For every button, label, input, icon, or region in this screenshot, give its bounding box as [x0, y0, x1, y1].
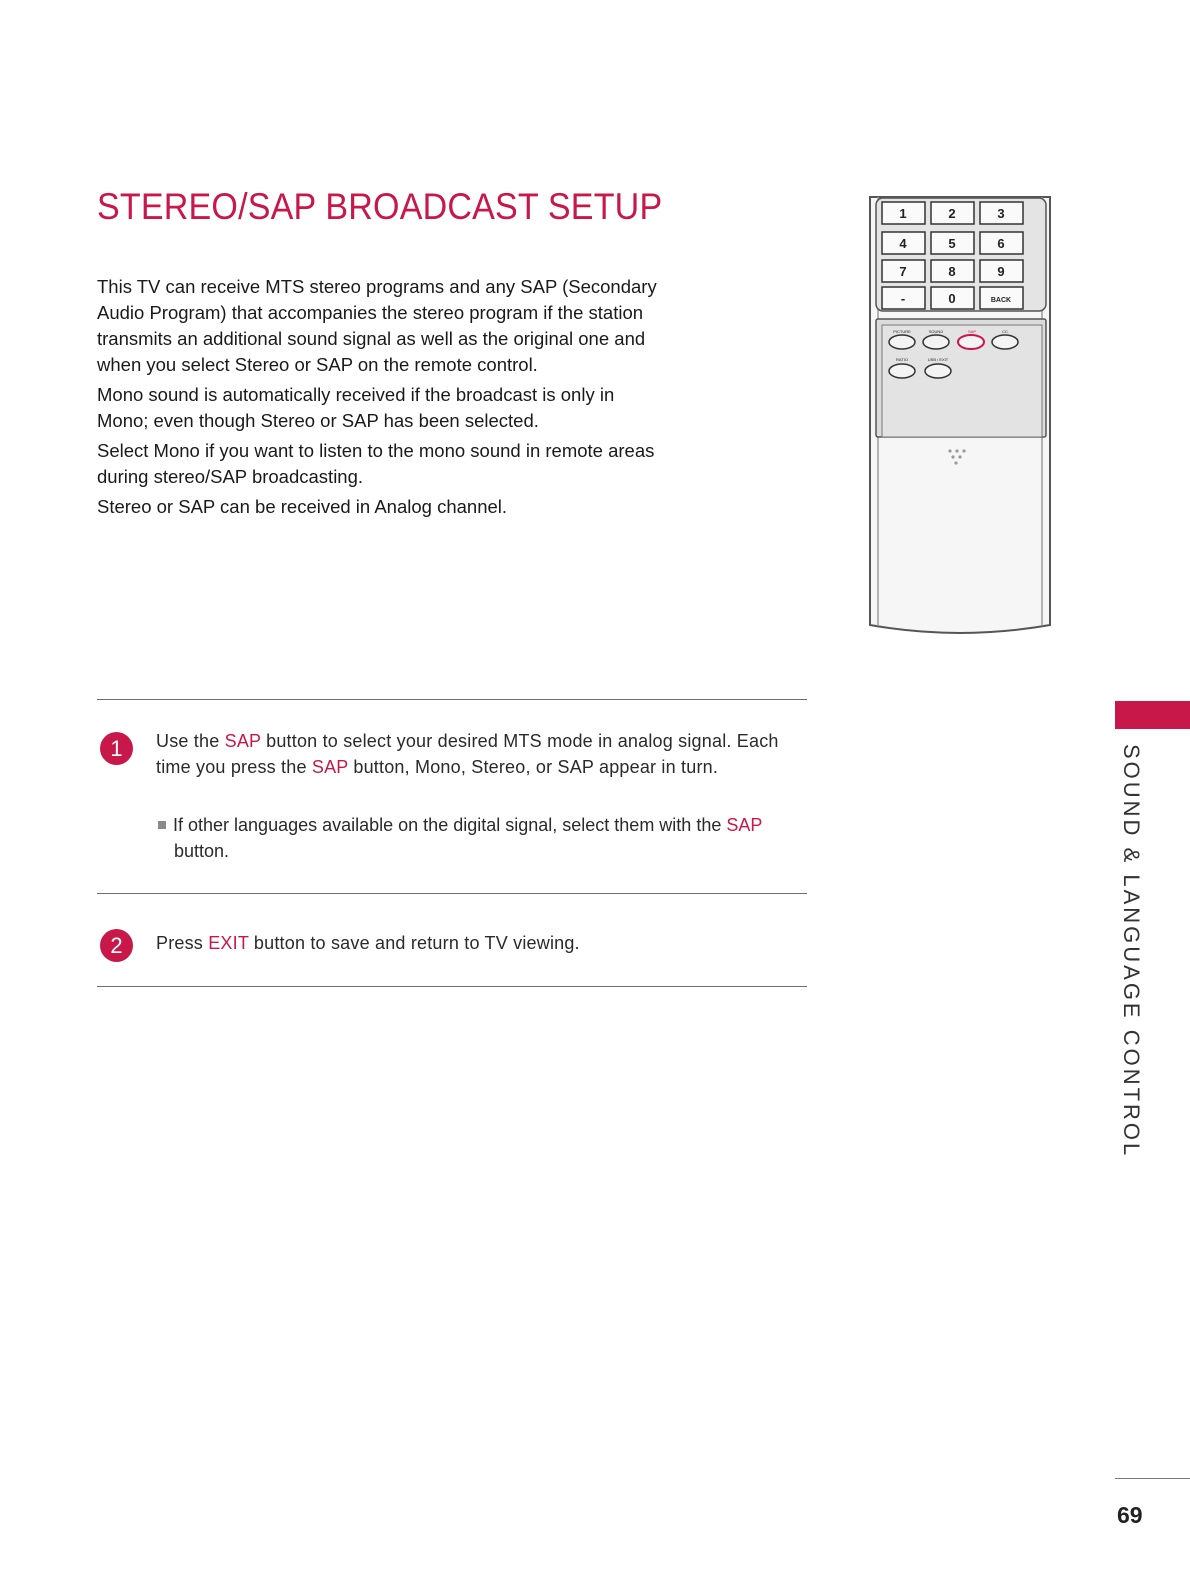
- bullet-square-icon: [158, 821, 166, 829]
- intro-text: [97, 274, 662, 524]
- remote-key-9: 9: [997, 264, 1005, 279]
- divider: [97, 986, 807, 987]
- divider: [1115, 1478, 1190, 1479]
- section-label: SOUND & LANGUAGE CONTROL: [1119, 744, 1144, 1159]
- intro-paragraph: Stereo or SAP can be received in Analog channel.: [97, 496, 508, 517]
- step-1-text: Use the SAP button to select your desired MTS mode in analog signal. Each time you press the SAP button, Mono, Stereo, or SAP appear in turn.: [156, 731, 779, 777]
- remote-key-2: 2: [948, 206, 956, 221]
- sound-key-label: SOUND: [928, 329, 944, 334]
- remote-key-back: BACK: [990, 297, 1012, 304]
- remote-key-0: 0: [948, 291, 956, 306]
- note-bullet: If other languages available on the digital signal, select them with the SAP button.: [158, 812, 798, 864]
- step-1-badge: 1: [100, 732, 133, 765]
- divider: [97, 699, 807, 700]
- sap-keyword: SAP: [311, 757, 349, 777]
- remote-key-8: 8: [948, 264, 956, 279]
- remote-control-illustration: [868, 195, 1054, 643]
- sap-key-label: SAP: [967, 329, 977, 334]
- intro-paragraph: Mono sound is automatically received if the broadcast is only in Mono; even though Stereo or SAP has been selected.: [97, 384, 615, 431]
- intro-paragraph: This TV can receive MTS stereo programs and any SAP (Secondary Audio Program) that accompanies the stereo program if the station transmits an additional sound signal as well as the original one and when you select Stereo or SAP on the remote control.: [97, 276, 657, 375]
- remote-key-5: 5: [948, 236, 956, 251]
- ratio-key-label: RATIO: [896, 357, 908, 362]
- divider: [97, 893, 807, 894]
- remote-key-dash: -: [900, 291, 906, 306]
- page-title: STEREO/SAP BROADCAST SETUP: [97, 186, 663, 227]
- section-tab: [1115, 701, 1190, 729]
- cc-key-label: CC: [1002, 329, 1008, 334]
- remote-key-3: 3: [997, 206, 1005, 221]
- remote-key-7: 7: [899, 264, 907, 279]
- picture-key-label: PICTURE: [893, 329, 911, 334]
- sap-keyword: SAP: [224, 731, 261, 751]
- page-number: 69: [1117, 1502, 1143, 1528]
- sap-keyword: SAP: [726, 815, 763, 835]
- exit-keyword: EXIT: [208, 933, 249, 953]
- step-2-text: Press EXIT button to save and return to TV viewing.: [156, 933, 580, 953]
- remote-key-4: 4: [899, 236, 907, 251]
- remote-key-6: 6: [997, 236, 1005, 251]
- usb-exit-key-label: USB / EXIT: [927, 357, 949, 362]
- intro-paragraph: Select Mono if you want to listen to the mono sound in remote areas during stereo/SAP broadcasting.: [97, 440, 655, 487]
- step-2-badge: 2: [100, 929, 133, 962]
- remote-key-1: 1: [899, 206, 907, 221]
